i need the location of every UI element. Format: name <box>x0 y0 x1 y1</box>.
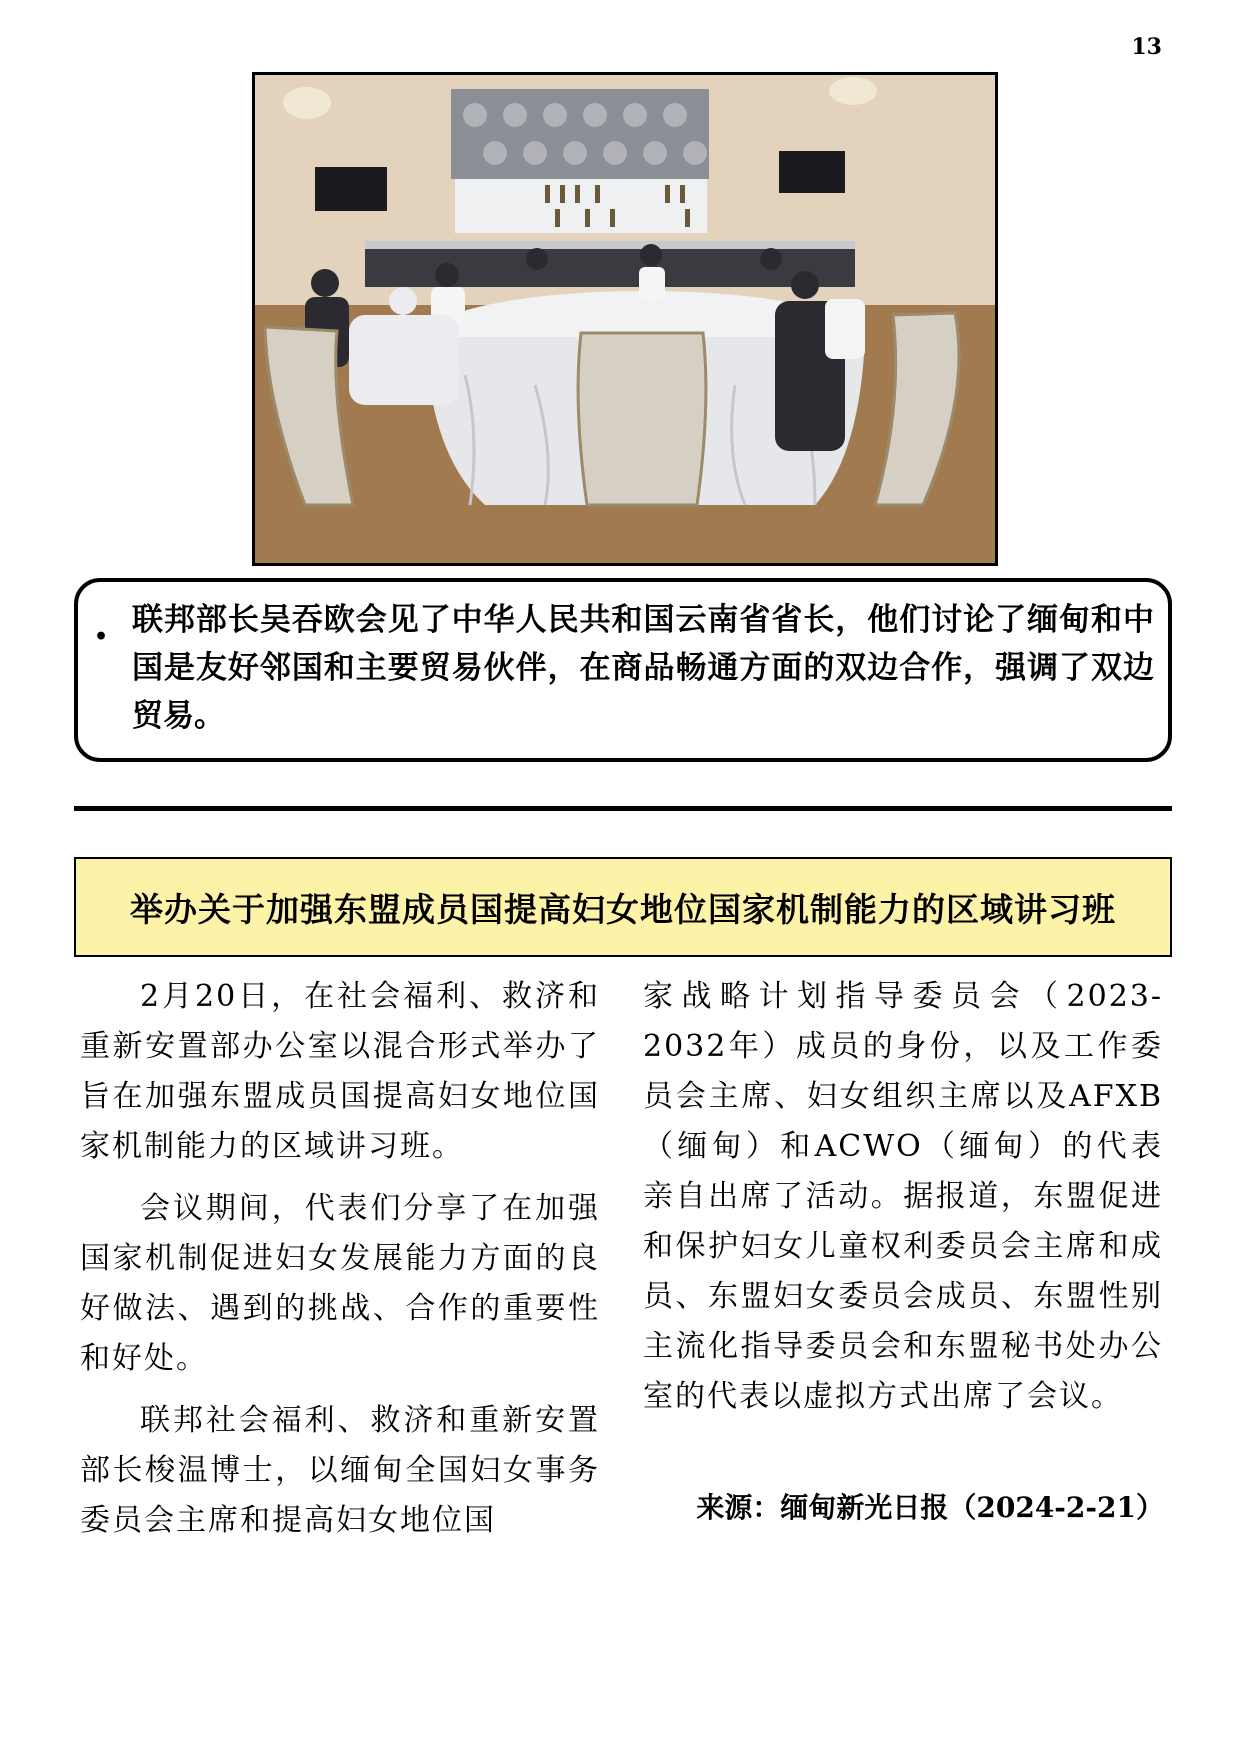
article-source: 来源：缅甸新光日报（2024-2-21） <box>696 1491 1164 1524</box>
headline-banner <box>74 857 1172 957</box>
meeting-photo <box>252 72 998 566</box>
page-number: 13 <box>1131 34 1162 60</box>
article-paragraph: 联邦社会福利、救济和重新安置部长梭温博士，以缅甸全国妇女事务委员会主席和提高妇女地位国 <box>80 1403 600 1538</box>
photo-caption: 联邦部长吴吞欧会见了中华人民共和国云南省省长，他们讨论了缅甸和中国是友好邻国和主要贸易伙伴，在商品畅通方面的双边合作，强调了双边贸易。 <box>132 602 1154 734</box>
caption-bullet: • <box>94 624 109 650</box>
section-divider <box>74 806 1172 811</box>
article-paragraph: 2月20日，在社会福利、救济和重新安置部办公室以混合形式举办了旨在加强东盟成员国提高妇女地位国家机制能力的区域讲习班。 <box>80 979 600 1164</box>
photo-caption-box <box>74 578 1172 762</box>
article-paragraph: 会议期间，代表们分享了在加强国家机制促进妇女发展能力方面的良好做法、遇到的挑战、合作的重要性和好处。 <box>80 1191 600 1376</box>
meeting-photo-illustration <box>255 75 995 563</box>
article-column-left <box>80 972 600 1558</box>
article-headline: 举办关于加强东盟成员国提高妇女地位国家机制能力的区域讲习班 <box>130 889 1116 929</box>
article-paragraph: 家战略计划指导委员会（2023-2032年）成员的身份，以及工作委员会主席、妇女组织主席以及AFXB（缅甸）和ACWO（缅甸）的代表亲自出席了活动。据报道，东盟促进和保护妇女儿童权利委员会主席和成员、东盟妇女委员会成员、东盟性别主流化指导委员会和东盟秘书处办公室的代表以虚拟方式出席了会议。 <box>643 979 1163 1414</box>
article-column-right <box>643 972 1163 1434</box>
